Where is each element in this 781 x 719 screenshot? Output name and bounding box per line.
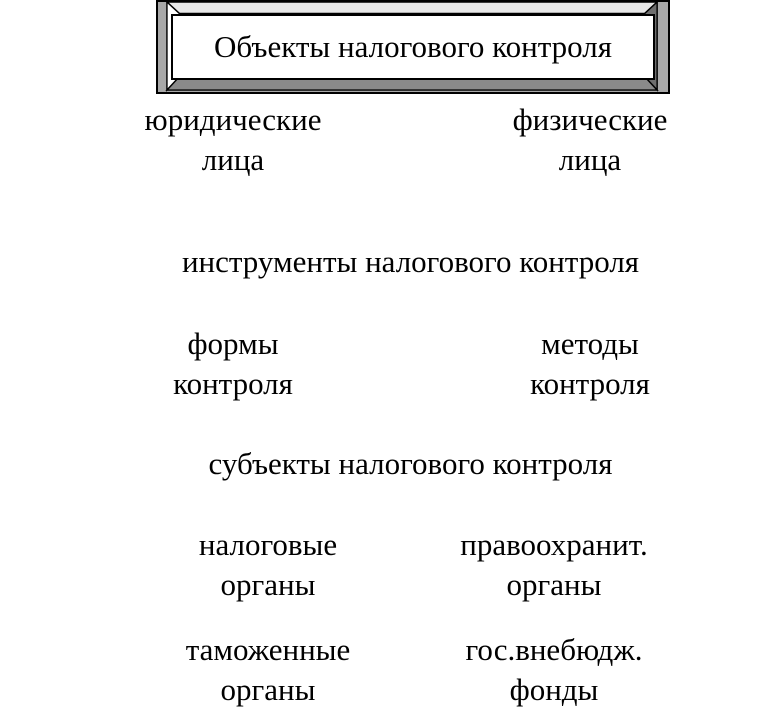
subject-customs: таможенные органы: [185, 632, 351, 707]
subject-tax-authorities: налоговые органы: [198, 527, 338, 602]
subject-law-enforcement: правоохранит. органы: [460, 527, 648, 602]
instrument-forms: формы контроля: [173, 326, 293, 401]
diagram-title: Объекты налогового контроля: [171, 14, 655, 80]
title-box: [156, 0, 670, 94]
object-individuals: физические лица: [512, 102, 668, 177]
object-legal-entities: юридические лица: [144, 102, 322, 177]
subjects-heading: субъекты налогового контроля: [208, 446, 613, 481]
subject-extrabudgetary-funds: гос.внебюдж. фонды: [465, 632, 643, 707]
instrument-methods: методы контроля: [530, 326, 650, 401]
instruments-heading: инструменты налогового контроля: [181, 244, 640, 279]
